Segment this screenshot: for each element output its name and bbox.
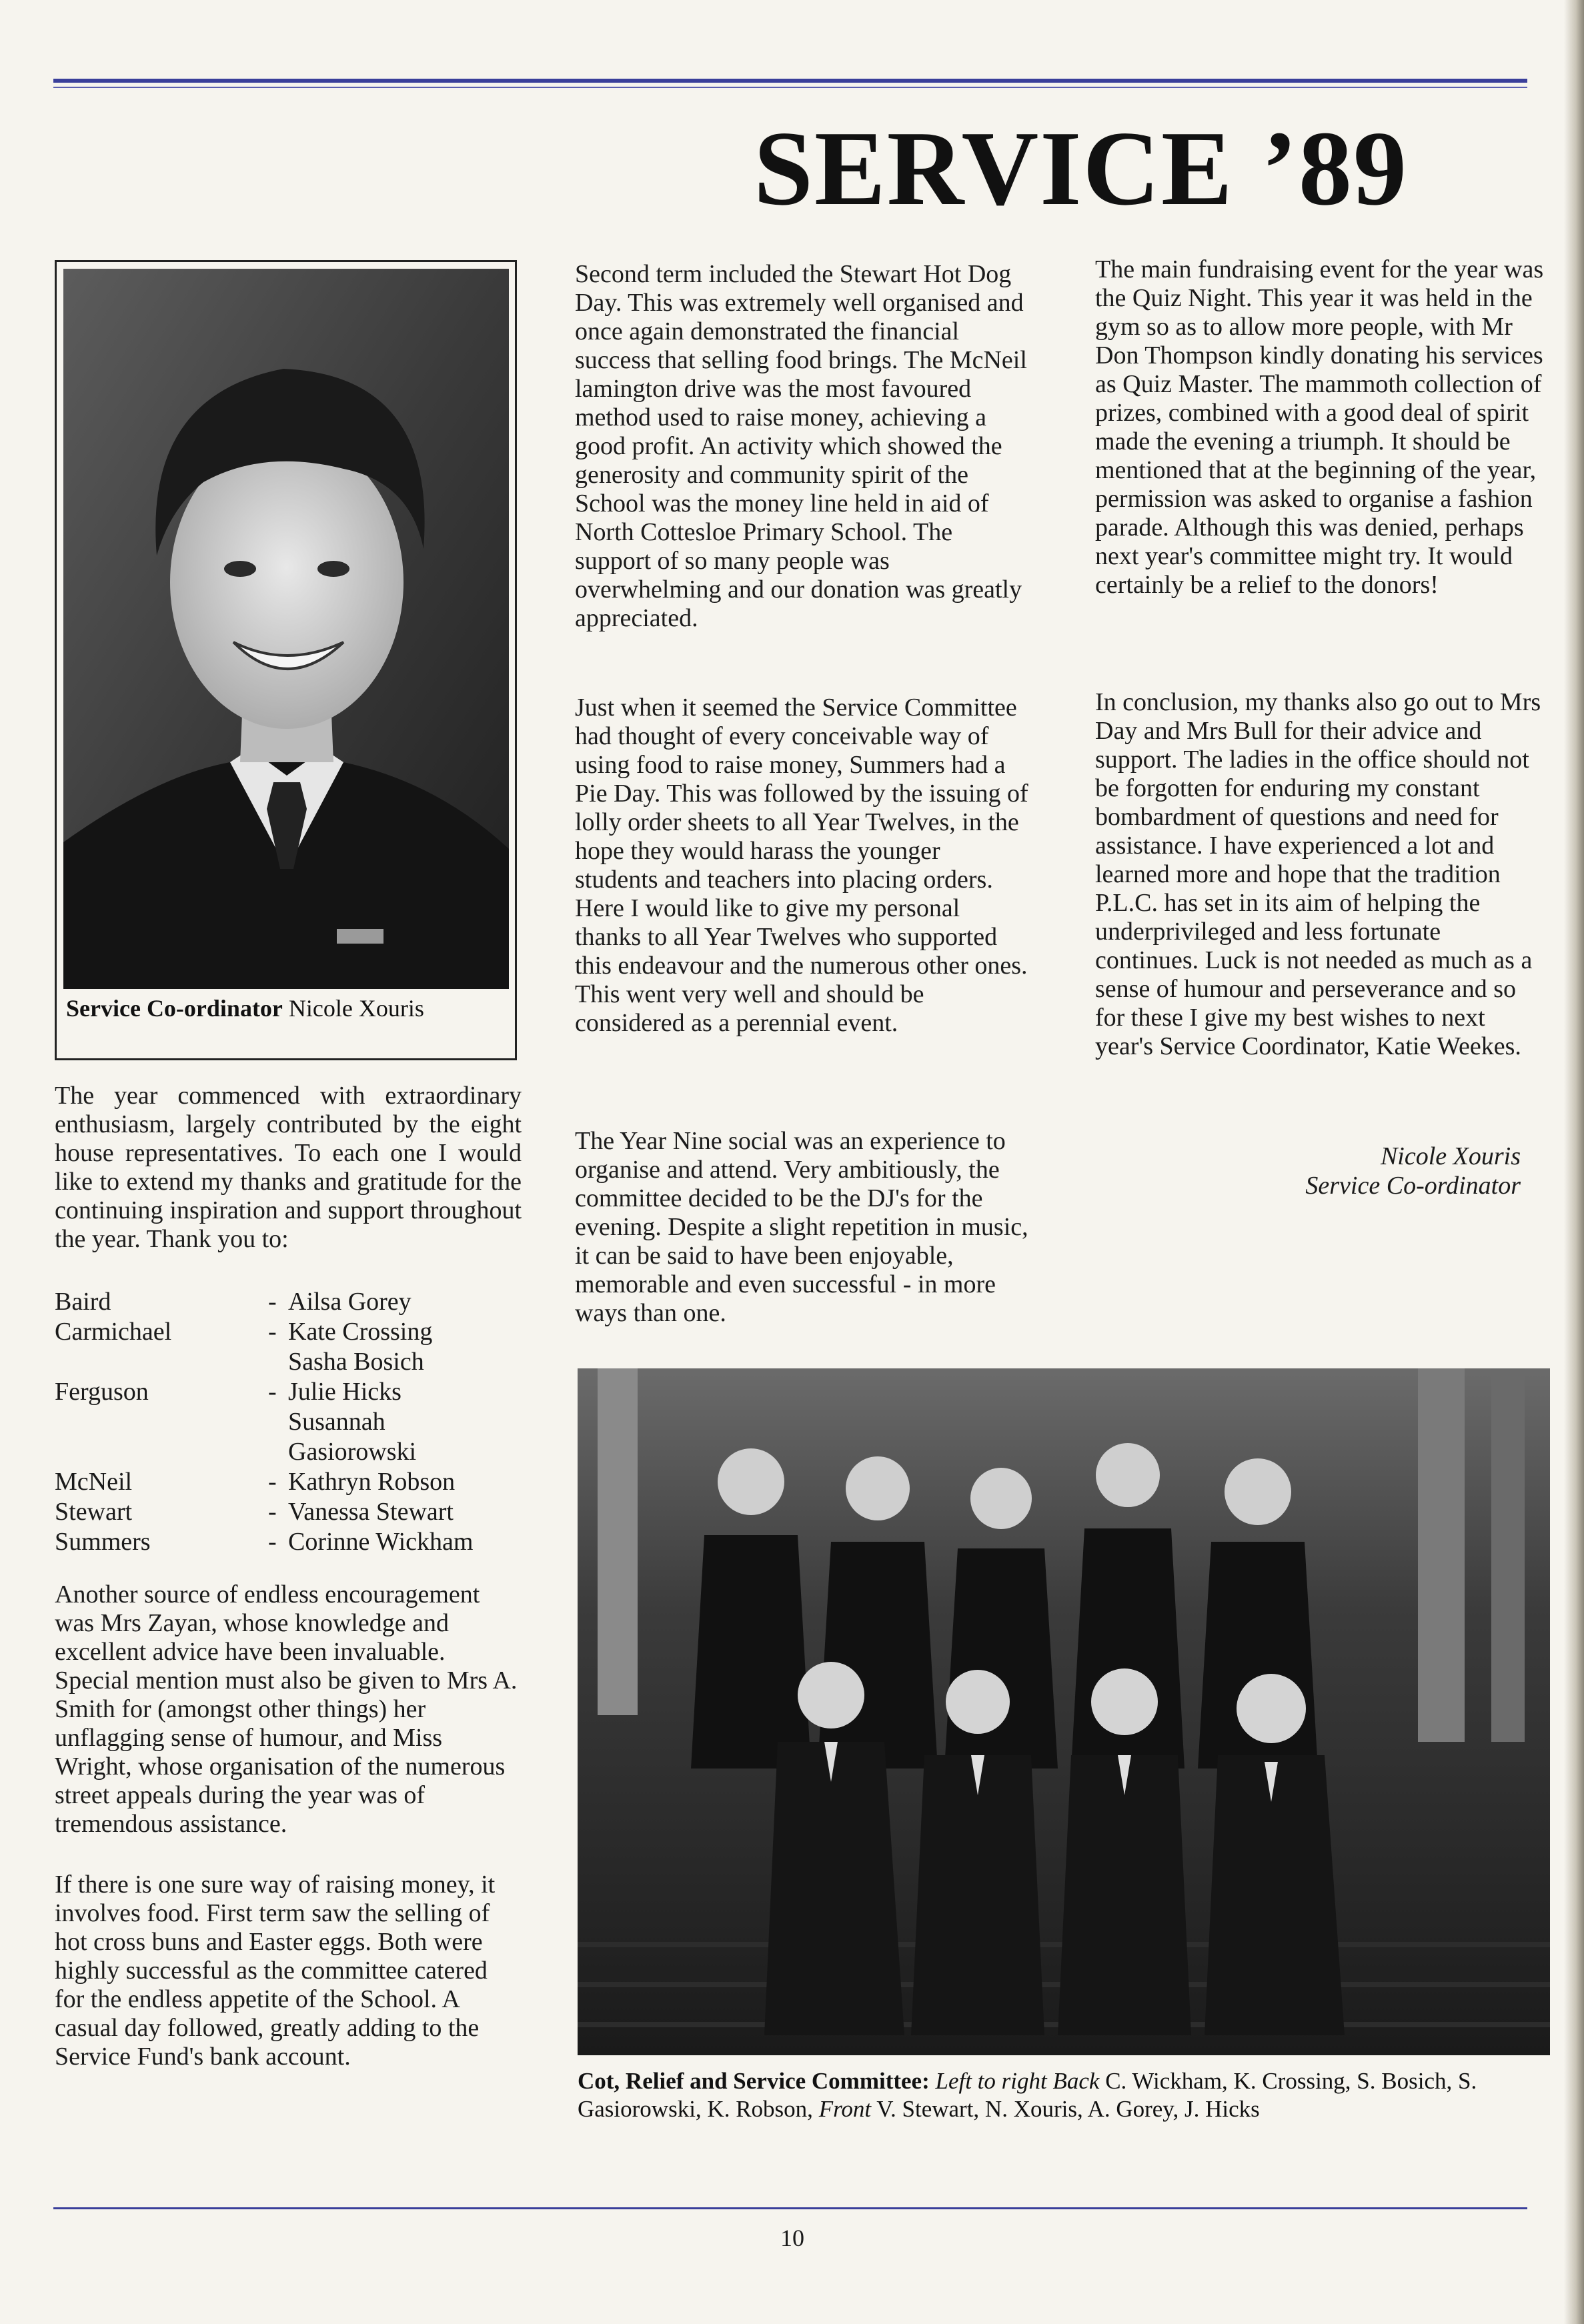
rep-name: Julie Hicks (288, 1378, 402, 1406)
house-rep-row (55, 1377, 522, 1467)
page-number: 10 (780, 2225, 804, 2251)
dash: - (268, 1378, 277, 1406)
rep-names (288, 1497, 522, 1527)
rep-name: Kate Crossing (288, 1318, 433, 1346)
col1-paragraph-3: If there is one sure way of raising money, it involves food. First term saw the selling of hot cross buns and Easter eggs. Both were highly successful as the committee catered for the endless appetite of the School. A casual day followed, greatly adding to the Service Fund's bank account. (55, 1871, 496, 2071)
dash: - (268, 1288, 277, 1316)
col2-paragraph-3: The Year Nine social was an experience to organise and attend. Very ambitiously, the committee decided to be the DJ's for the evening. Despite a slight repetition in music, it can be said to have been enjoyable, memorable and even successful - in more ways than one. (575, 1127, 1028, 1327)
rep-name: Susannah (288, 1408, 385, 1436)
house-rep-row (55, 1497, 522, 1527)
bottom-rule (53, 2207, 1527, 2209)
portrait-frame (55, 260, 517, 1060)
house-rep-row (55, 1287, 522, 1317)
col1-intro: The year commenced with extraordinary enthusiasm, largely contributed by the eight house representatives. To each one I would like to extend my thanks and gratitude for the continuing inspiration and support throughout the year. Thank you to: (55, 1082, 522, 1253)
top-rule-thin (53, 87, 1527, 88)
house-rep-row (55, 1527, 522, 1557)
rep-names (288, 1377, 522, 1467)
signature-role: Service Co-ordinator (1305, 1172, 1521, 1200)
rep-names (288, 1287, 522, 1317)
house-name: Stewart (55, 1498, 133, 1526)
rep-name: Gasiorowski (288, 1438, 417, 1466)
col2-paragraph-2: Just when it seemed the Service Committee had thought of every conceivable way of using food to raise money, Summers had a Pie Day. This was followed by the issuing of lolly order sheets to all Year Twelves, in the hope they would harass the younger students and teachers into placing orders. Here I would like to give my personal thanks to all Year Twelves who supported this endeavour and the numerous other ones. This went very well and should be considered as a perennial event. (575, 694, 1028, 1037)
house-rep-row (55, 1317, 522, 1377)
signature-name: Nicole Xouris (1380, 1142, 1521, 1170)
house-reps-list (55, 1287, 522, 1557)
house-name: Summers (55, 1528, 151, 1556)
signature (1305, 1142, 1521, 1200)
portrait-caption: Service Co-ordinator Nicole Xouris (66, 995, 424, 1022)
col3-paragraph-2: In conclusion, my thanks also go out to Mrs Day and Mrs Bull for their advice and support. The ladies in the office should not be forgotten for enduring my constant bombardment of questions and need for assistance. I have experienced a lot and learned more and hope that the tradition P.L.C. has set in its aim of helping the underprivileged and less fortunate continues. Luck is not needed as much as a sense of humour and perseverance and so for these I give my best wishes to next year's Service Coordinator, Katie Weekes. (1095, 688, 1541, 1060)
col2-paragraph-1: Second term included the Stewart Hot Dog Day. This was extremely well organised and once again demonstrated the financial success that selling food brings. The McNeil lamington drive was the most favoured method used to raise money, achieving a good profit. An activity which showed the generosity and community spirit of the School was the money line held in aid of North Cottesloe Primary School. The support of so many people was overwhelming and our donation was greatly appreciated. (575, 260, 1027, 632)
house-name: McNeil (55, 1468, 133, 1496)
house-name: Carmichael (55, 1318, 172, 1346)
rep-names (288, 1317, 522, 1377)
rep-names (288, 1527, 522, 1557)
house-name: Ferguson (55, 1378, 149, 1406)
rep-name: Ailsa Gorey (288, 1288, 412, 1316)
rep-name: Vanessa Stewart (288, 1498, 454, 1526)
group-photo (578, 1368, 1550, 2055)
rep-name: Sasha Bosich (288, 1348, 424, 1376)
col3-paragraph-1: The main fundraising event for the year was the Quiz Night. This year it was held in the gym so as to allow more people, with Mr Don Thompson kindly donating his services as Quiz Master. The mammoth collection of prizes, combined with a good deal of spirit made the evening a triumph. It should be mentioned that at the beginning of the year, permission was asked to organise a fashion parade. Although this was denied, perhaps next year's committee might try. It would certainly be a relief to the donors! (1095, 255, 1544, 599)
dash: - (268, 1318, 277, 1346)
page-title: SERVICE ’89 (754, 109, 1408, 227)
group-photo-caption: Cot, Relief and Service Committee: Left to right Back C. Wickham, K. Crossing, S. Bosich, S. Gasiorowski, K. Robson, Front V. Stewart, N. Xouris, A. Gorey, J. Hicks (578, 2068, 1477, 2122)
dash: - (268, 1468, 277, 1496)
dash: - (268, 1528, 277, 1556)
col1-paragraph-2: Another source of endless encouragement was Mrs Zayan, whose knowledge and excellent advice have been invaluable. Special mention must also be given to Mrs A. Smith for (amongst other things) her unflagging sense of humour, and Miss Wright, whose organisation of the numerous street appeals during the year was of tremendous assistance. (55, 1580, 518, 1838)
rep-name: Kathryn Robson (288, 1468, 456, 1496)
dash: - (268, 1498, 277, 1526)
rep-name: Corinne Wickham (288, 1528, 474, 1556)
rep-names (288, 1467, 522, 1497)
page-edge (1564, 0, 1584, 2324)
top-rule (53, 79, 1527, 83)
portrait-photo (63, 269, 509, 989)
house-rep-row (55, 1467, 522, 1497)
house-name: Baird (55, 1288, 111, 1316)
